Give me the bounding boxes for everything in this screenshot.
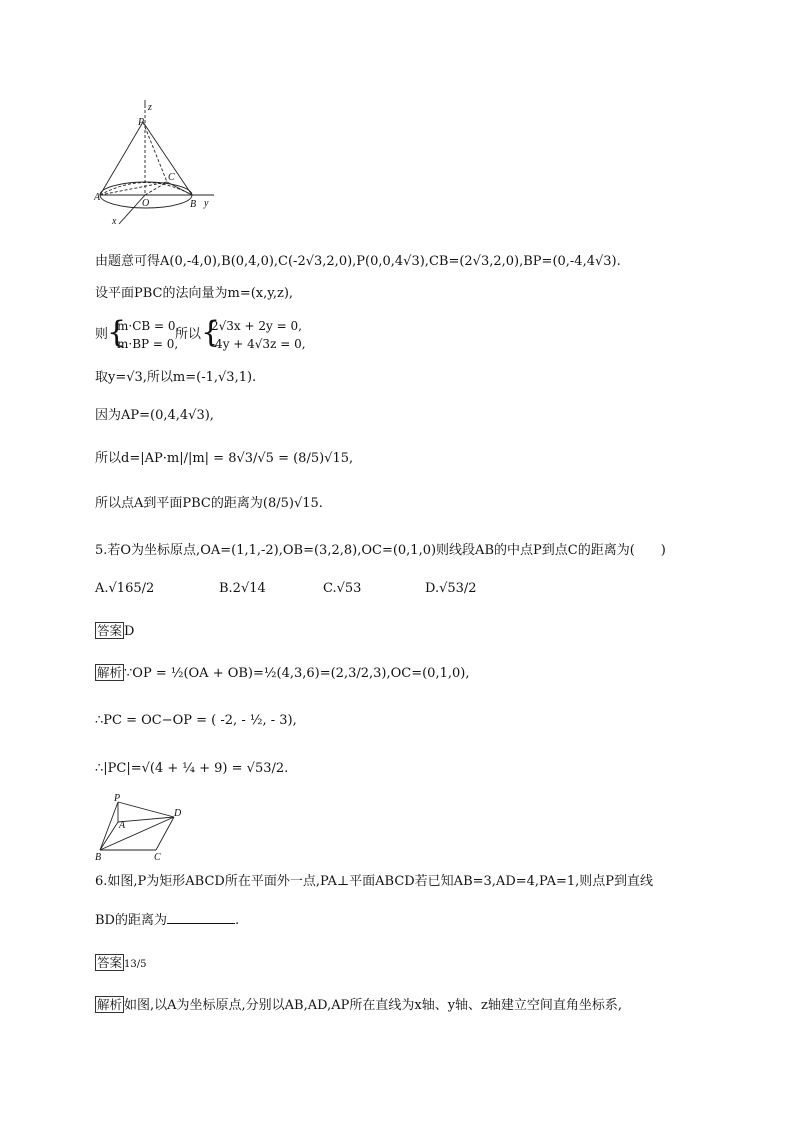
option-c[interactable]: C.√53 bbox=[323, 581, 362, 596]
solution-line-2: 设平面PBC的法向量为m=(x,y,z), bbox=[95, 286, 294, 301]
system-eq-2: m·BP = 0, bbox=[117, 337, 179, 351]
stem-2-text: BD的距离为 bbox=[95, 913, 167, 928]
label-A2: A bbox=[119, 820, 126, 831]
stem-2-end: . bbox=[234, 913, 240, 928]
question-5-answer bbox=[95, 623, 134, 640]
solution-line-7: 所以点A到平面PBC的距离为(8/5)√15. bbox=[95, 496, 323, 511]
question-5-analysis-3: ∴|PC|=√(4 + ¼ + 9) = √53/2. bbox=[95, 761, 289, 776]
label-P: P bbox=[138, 117, 145, 128]
answer-tag-6: 答案 bbox=[97, 955, 123, 970]
label-D2: D bbox=[174, 808, 182, 819]
answer-value: D bbox=[124, 624, 135, 639]
label-P2: P bbox=[114, 793, 121, 804]
question-5-analysis-2: ∴PC = OC−OP = ( -2, - ½, - 3), bbox=[95, 713, 297, 728]
option-d[interactable]: D.√53/2 bbox=[425, 581, 477, 596]
label-B: B bbox=[190, 199, 197, 210]
label-O: O bbox=[142, 198, 150, 209]
system-eq-4: -4y + 4√3z = 0, bbox=[211, 337, 306, 351]
system-prefix: 则 bbox=[95, 327, 109, 342]
solution-line-1: 由题意可得A(0,-4,0),B(0,4,0),C(-2√3,2,0),P(0,0,4√3),CB=(2√3,2,0),BP=(0,-4,4√3). bbox=[95, 254, 621, 269]
label-A: A bbox=[94, 192, 101, 203]
label-C: C bbox=[168, 172, 175, 183]
question-6-stem-1: 6.如图,P为矩形ABCD所在平面外一点,PA⊥平面ABCD若已知AB=3,AD=4,PA=1,则点P到直线 bbox=[95, 874, 654, 889]
solution-line-6: 所以d=|AP·m|/|m| = 8√3/√5 = (8/5)√15, bbox=[95, 451, 354, 466]
question-6-answer bbox=[95, 955, 146, 973]
label-y: y bbox=[204, 198, 209, 209]
brace-left: { bbox=[107, 315, 127, 350]
solution-line-4: 取y=√3,所以m=(-1,√3,1). bbox=[95, 370, 257, 385]
question-6-stem-2 bbox=[95, 912, 239, 929]
option-a[interactable]: A.√165/2 bbox=[95, 581, 155, 596]
system-eq-1: m·CB = 0, bbox=[117, 319, 180, 333]
label-z: z bbox=[148, 102, 152, 113]
label-C2: C bbox=[154, 852, 161, 863]
system-mid: 所以 bbox=[175, 327, 202, 342]
brace-right: { bbox=[201, 315, 221, 350]
answer-tag: 答案 bbox=[97, 623, 123, 638]
question-6-analysis-1 bbox=[95, 997, 622, 1014]
analysis-line-1: ∵OP = ½(OA + OB)=½(4,3,6)=(2,3/2,3),OC=(0,1,0), bbox=[124, 666, 470, 681]
answer-blank[interactable] bbox=[167, 912, 235, 924]
analysis-6-line-1: 如图,以A为坐标原点,分别以AB,AD,AP所在直线为x轴、y轴、z轴建立空间直角坐标系, bbox=[124, 998, 623, 1013]
cone-figure bbox=[94, 100, 224, 230]
analysis-tag-6: 解析 bbox=[97, 997, 123, 1012]
analysis-tag: 解析 bbox=[97, 665, 123, 680]
rectangle-figure bbox=[92, 792, 192, 864]
label-x: x bbox=[112, 216, 117, 227]
answer-value-6: 13/5 bbox=[124, 959, 147, 970]
question-5-options bbox=[95, 581, 495, 601]
solution-line-5: 因为AP=(0,4,4√3), bbox=[95, 408, 214, 423]
system-eq-3: 2√3x + 2y = 0, bbox=[211, 319, 302, 333]
label-B2: B bbox=[95, 852, 102, 863]
question-5-analysis-1 bbox=[95, 665, 469, 682]
option-b[interactable]: B.2√14 bbox=[219, 581, 266, 596]
question-5-stem: 5.若O为坐标原点,OA=(1,1,-2),OB=(3,2,8),OC=(0,1,0)则线段AB的中点P到点C的距离为( ) bbox=[95, 543, 666, 558]
